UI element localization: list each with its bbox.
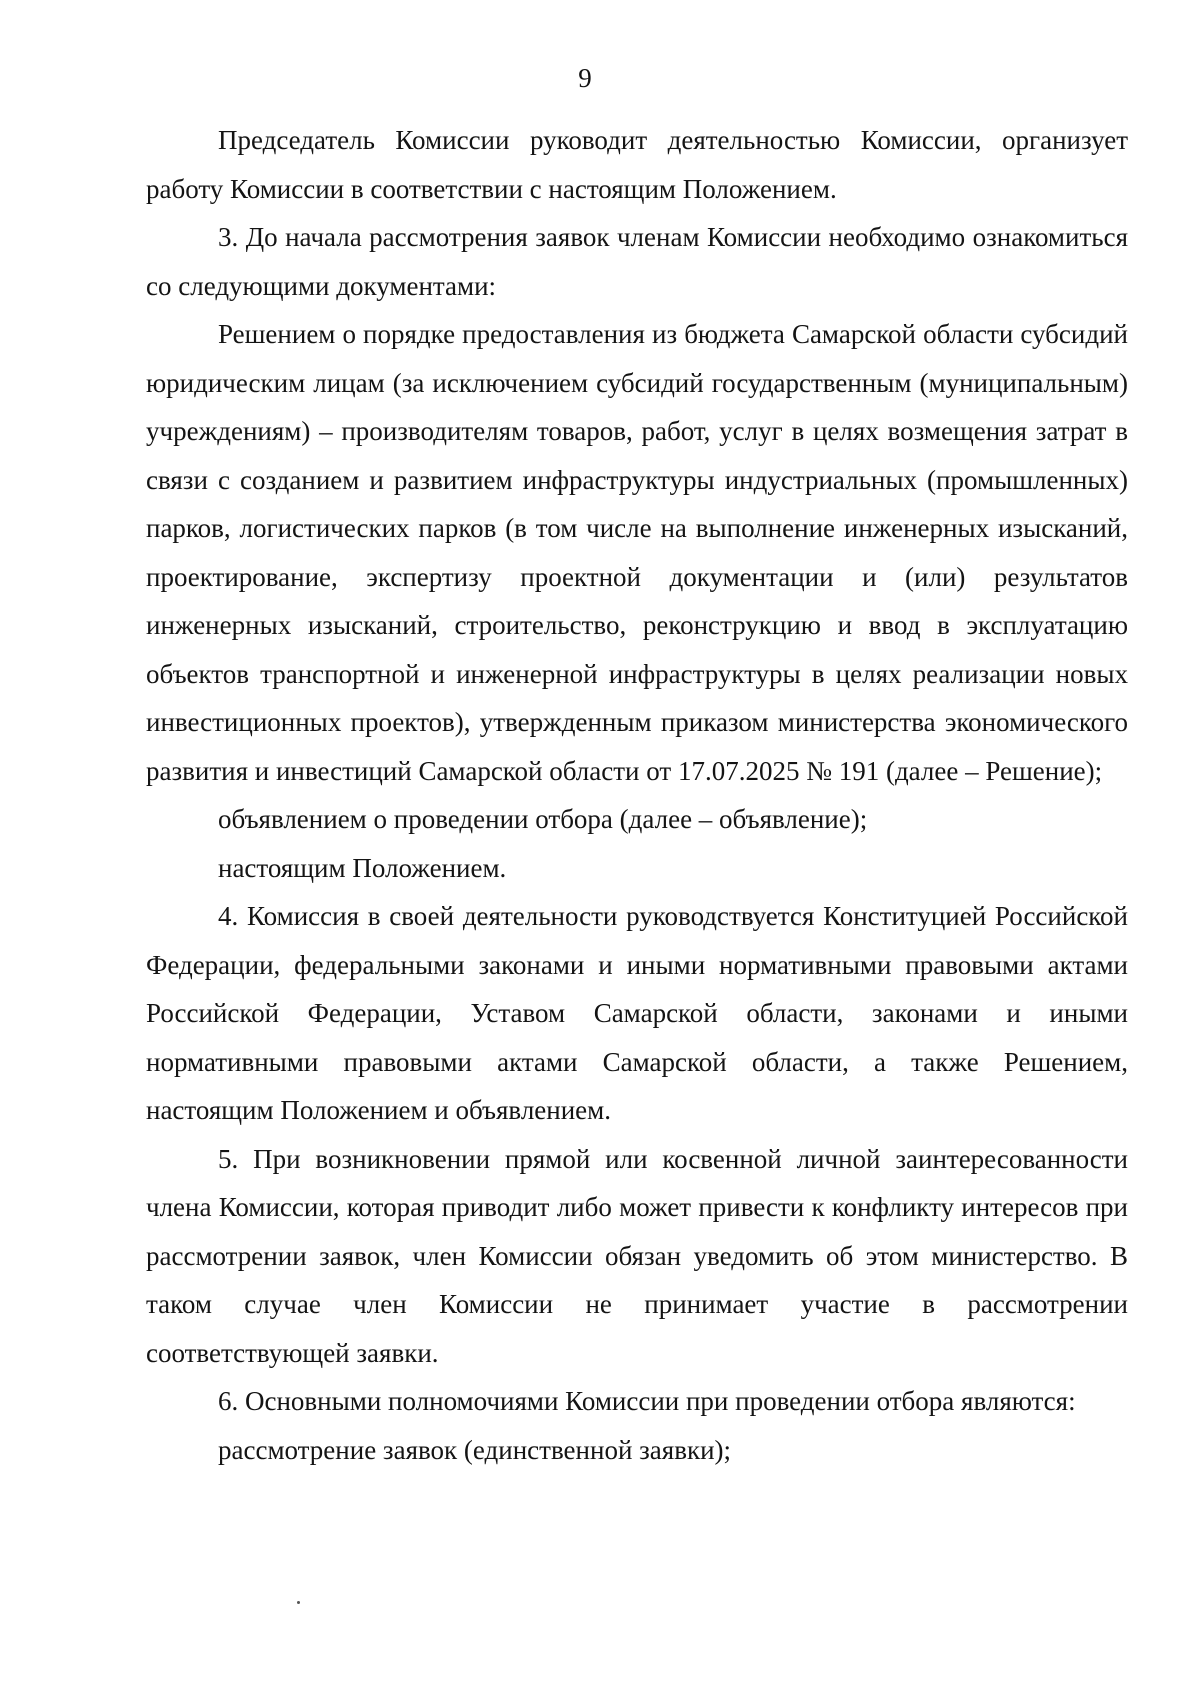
- paragraph-decision-reference: Решением о порядке предоставления из бюджета Самарской области субсидий юридическим лицам (за исключением субсидий государственным (муниципальным) учреждениям) – производителям товаров, работ, услуг в целях возмещения затрат в связи с созданием и развитием инфраструктуры индустриальных (промышленных) парков, логистических парков (в том числе на выполнение инженерных изысканий, проектирование, экспертизу проектной документации и (или) результатов инженерных изысканий, строительство, реконструкцию и ввод в эксплуатацию объектов транспортной и инженерной инфраструктуры в целях реализации новых инвестиционных проектов), утвержденным приказом министерства экономического развития и инвестиций Самарской области от 17.07.2025 № 191 (далее – Решение);: [146, 319, 1128, 786]
- paragraph-item-3: 3. До начала рассмотрения заявок членам Комиссии необходимо ознакомиться со следующими документами:: [146, 222, 1128, 301]
- paragraph-review-applications: рассмотрение заявок (единственной заявки);: [218, 1434, 732, 1465]
- paragraph-chairman-role: Председатель Комиссии руководит деятельностью Комиссии, организует работу Комиссии в соответствии с настоящим Положением.: [146, 125, 1128, 204]
- scan-artifact-dot: [297, 1601, 300, 1604]
- paragraph-item-4: 4. Комиссия в своей деятельности руководствуется Конституцией Российской Федерации, федеральными законами и иными нормативными правовыми актами Российской Федерации, Уставом Самарской области, законами и иными нормативными правовыми актами Самарской области, а также Решением, настоящим Положением и объявлением.: [146, 901, 1128, 1125]
- paragraph-item-6: 6. Основными полномочиями Комиссии при проведении отбора являются:: [218, 1386, 1076, 1416]
- document-body: [146, 116, 1128, 1474]
- paragraph-regulation: настоящим Положением.: [218, 852, 507, 883]
- page-number: 9: [578, 63, 592, 93]
- paragraph-item-5: 5. При возникновении прямой или косвенной личной заинтересованности члена Комиссии, которая приводит либо может привести к конфликту интересов при рассмотрении заявок, член Комиссии обязан уведомить об этом министерство. В таком случае член Комиссии не принимает участие в рассмотрении соответствующей заявки.: [146, 1143, 1128, 1368]
- paragraph-announcement: объявлением о проведении отбора (далее – объявление);: [218, 804, 868, 834]
